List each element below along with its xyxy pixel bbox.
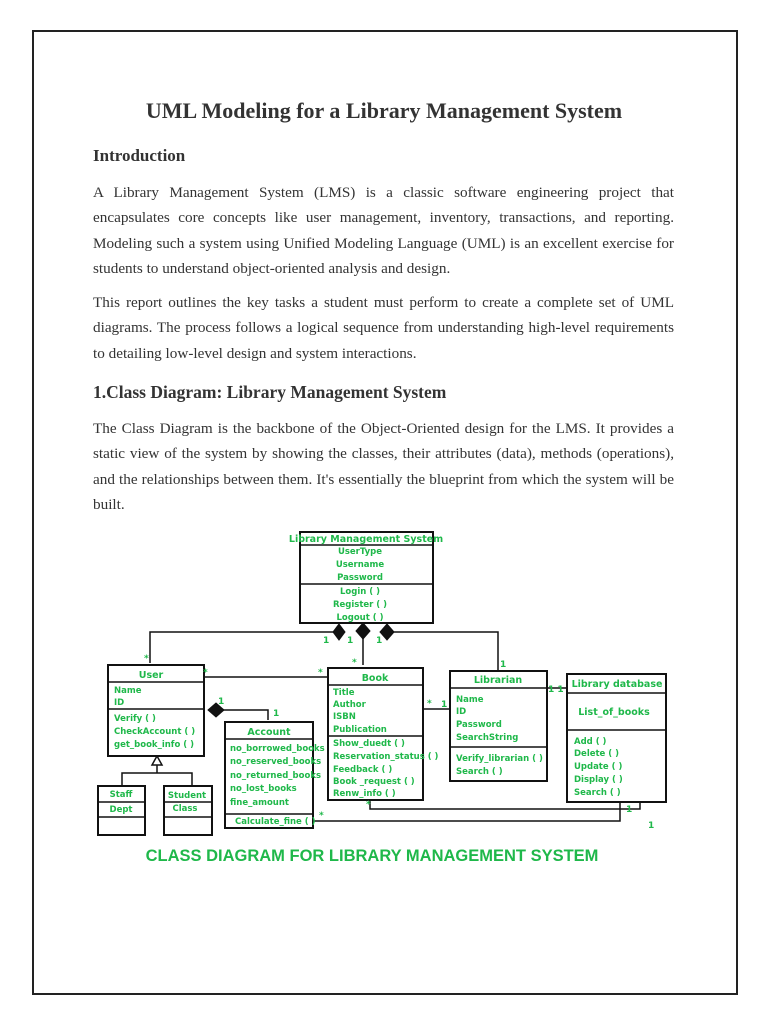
class-attribute: ISBN (333, 712, 356, 722)
multiplicity-label: * (318, 668, 323, 678)
class-attribute: List_of_books (578, 707, 650, 718)
class-attribute: Name (114, 686, 142, 696)
multiplicity-label: 1 (347, 636, 354, 646)
class-attribute: no_lost_books (230, 784, 297, 794)
multiplicity-label: 1 (218, 697, 225, 707)
class-method: Verify_librarian ( ) (456, 754, 543, 764)
class-method: Search ( ) (574, 788, 621, 798)
introduction-heading: Introduction (93, 146, 186, 165)
class-attribute: ID (456, 707, 467, 717)
multiplicity-label: * (366, 800, 371, 810)
class-attribute: Publication (333, 725, 387, 735)
connector-inherit-bar (122, 773, 192, 785)
class-method: Renw_info ( ) (333, 789, 396, 799)
class-attribute: Dept (109, 805, 133, 815)
class-attribute: Password (337, 573, 383, 583)
composition-diamond-user (333, 624, 345, 640)
connector-lms-librarian (387, 632, 498, 670)
class-method: Show_duedt ( ) (333, 739, 405, 749)
connector-account-db (312, 803, 620, 821)
class-attribute: no_returned_books (230, 771, 322, 781)
class-librarian (450, 671, 547, 781)
multiplicity-label: * (144, 654, 149, 664)
class-name: Account (247, 727, 291, 738)
class-attribute: no_borrowed_books (230, 744, 325, 754)
class-method: CheckAccount ( ) (114, 727, 196, 737)
class-attribute: no_reserved_books (230, 757, 322, 767)
intro-paragraph-2: This report outlines the key tasks a student must perform to create a complete set of UML diagrams. The process follows a logical sequence from understanding high-level requirements to detailing low-level design and system interactions. (93, 294, 674, 362)
class-account (225, 722, 325, 828)
class-method: Delete ( ) (574, 749, 620, 759)
document-title: UML Modeling for a Library Management System (145, 98, 623, 123)
class-method: Add ( ) (574, 737, 607, 747)
multiplicity-label: 1 (626, 805, 633, 815)
class-method: Calculate_fine ( ) (235, 817, 316, 827)
class-attribute: SearchString (456, 733, 519, 743)
class-diagram (90, 525, 680, 870)
class-attribute: fine_amount (230, 798, 289, 808)
class-name: Library Management System (288, 534, 444, 545)
multiplicity-label: 1 (376, 636, 383, 646)
multiplicity-label: * (203, 668, 208, 678)
class-attribute: Class (172, 804, 198, 814)
class-attribute: Author (333, 700, 366, 710)
class-name: Library database (571, 679, 663, 690)
class-book (328, 668, 439, 800)
class-method: Feedback ( ) (333, 765, 393, 775)
multiplicity-label: 1 (500, 660, 507, 670)
class-method: Search ( ) (456, 767, 503, 777)
class-method: Reservation_status ( ) (333, 752, 439, 762)
inheritance-triangle (152, 756, 162, 765)
class-user (108, 665, 204, 756)
class-staff (98, 786, 145, 835)
class-attribute: Username (335, 560, 385, 570)
multiplicity-label: 1 (273, 709, 280, 719)
class-student (164, 786, 212, 835)
class-method: Book _request ( ) (333, 777, 415, 787)
class-attribute: ID (114, 698, 125, 708)
class-method: get_book_info ( ) (114, 740, 195, 750)
class-method: Update ( ) (574, 762, 623, 772)
class-name: Staff (109, 790, 133, 800)
multiplicity-label: 1 (441, 700, 448, 710)
class-diagram-paragraph: The Class Diagram is the backbone of the Object-Oriented design for the LMS. It provides a static view of the system by showing the classes, their attributes (data), methods (operations), and the relationships between them. It's essentially the blueprint from which the system will be built. (93, 420, 674, 513)
class-method: Verify ( ) (114, 714, 156, 724)
class-method: Login ( ) (340, 587, 380, 597)
class-name: User (138, 670, 164, 681)
multiplicity-label: 1 (648, 821, 655, 831)
class-name: Student (167, 791, 207, 801)
multiplicity-label: * (427, 699, 432, 709)
diagram-caption: CLASS DIAGRAM FOR LIBRARY MANAGEMENT SYSTEM (145, 847, 599, 865)
multiplicity-label: * (352, 658, 357, 668)
multiplicity-label: * (319, 811, 324, 821)
class-library-management-system (289, 532, 443, 623)
multiplicity-label: 1 (323, 636, 330, 646)
class-attribute: Name (456, 695, 484, 705)
class-method: Register ( ) (332, 600, 388, 610)
connector-lms-user (150, 632, 335, 663)
composition-diamond-book (356, 623, 370, 639)
class-name: Librarian (473, 675, 523, 686)
class-diagram-heading: 1.Class Diagram: Library Management System (93, 382, 447, 402)
intro-paragraph-1: A Library Management System (LMS) is a classic software engineering project that encapsulates core concepts like user management, inventory, transactions, and reporting. Modeling such a system using Unified Modeling Language (UML) is an excellent exercise for students to understand object-oriented analysis and design. (93, 184, 674, 277)
class-attribute: Title (333, 688, 355, 698)
class-attribute: Password (456, 720, 502, 730)
class-library-database (567, 674, 666, 802)
class-method: Logout ( ) (336, 613, 384, 623)
multiplicity-label: 1 1 (548, 685, 564, 695)
class-name: Book (361, 673, 389, 684)
class-attribute: UserType (337, 547, 383, 557)
class-method: Display ( ) (574, 775, 623, 785)
